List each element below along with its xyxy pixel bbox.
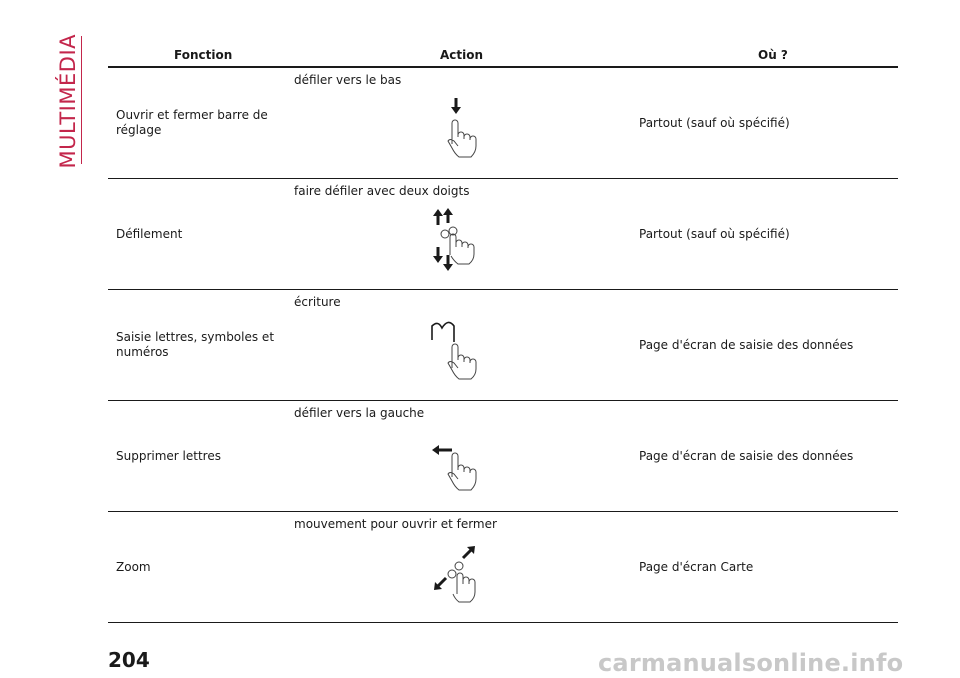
cell-action: mouvement pour ouvrir et fermer: [294, 517, 497, 531]
cell-ou: Partout (sauf où spécifié): [639, 226, 790, 241]
cell-action: défiler vers le bas: [294, 73, 402, 87]
cell-fonction: Ouvrir et fermer barre de réglage: [116, 108, 268, 137]
swipe-down-icon: [428, 96, 488, 161]
header-fonction: Fonction: [174, 48, 233, 62]
cell-fonction: Zoom: [116, 559, 151, 574]
cell-fonction: Supprimer lettres: [116, 448, 221, 463]
table-row: [108, 68, 898, 179]
header-ou: Où ?: [758, 48, 788, 62]
section-divider: [81, 36, 82, 164]
header-action: Action: [440, 48, 484, 62]
gesture-table: [108, 44, 898, 623]
two-finger-scroll-icon: [428, 207, 488, 272]
cell-ou: Page d'écran de saisie des données: [639, 337, 854, 352]
page-number: 204: [108, 648, 150, 672]
cell-action: faire défiler avec deux doigts: [294, 184, 470, 198]
cell-fonction: Défilement: [116, 226, 183, 241]
table-header: [108, 44, 898, 68]
table-row: [108, 401, 898, 512]
section-title: MULTIMÉDIA: [56, 34, 80, 169]
cell-action: défiler vers la gauche: [294, 406, 425, 420]
cell-fonction: Saisie lettres, symboles et numéros: [116, 330, 275, 359]
cell-ou: Partout (sauf où spécifié): [639, 115, 790, 130]
cell-ou: Page d'écran Carte: [639, 559, 754, 574]
cell-action: écriture: [294, 295, 341, 309]
table-row: [108, 179, 898, 290]
handwriting-icon: [428, 318, 488, 383]
pinch-zoom-icon: [428, 540, 488, 605]
swipe-left-icon: [428, 429, 488, 494]
watermark: carmanualsonline.info: [598, 649, 904, 677]
table-row: [108, 290, 898, 401]
cell-ou: Page d'écran de saisie des données: [639, 448, 854, 463]
table-row: [108, 512, 898, 623]
section-label: [56, 34, 82, 169]
